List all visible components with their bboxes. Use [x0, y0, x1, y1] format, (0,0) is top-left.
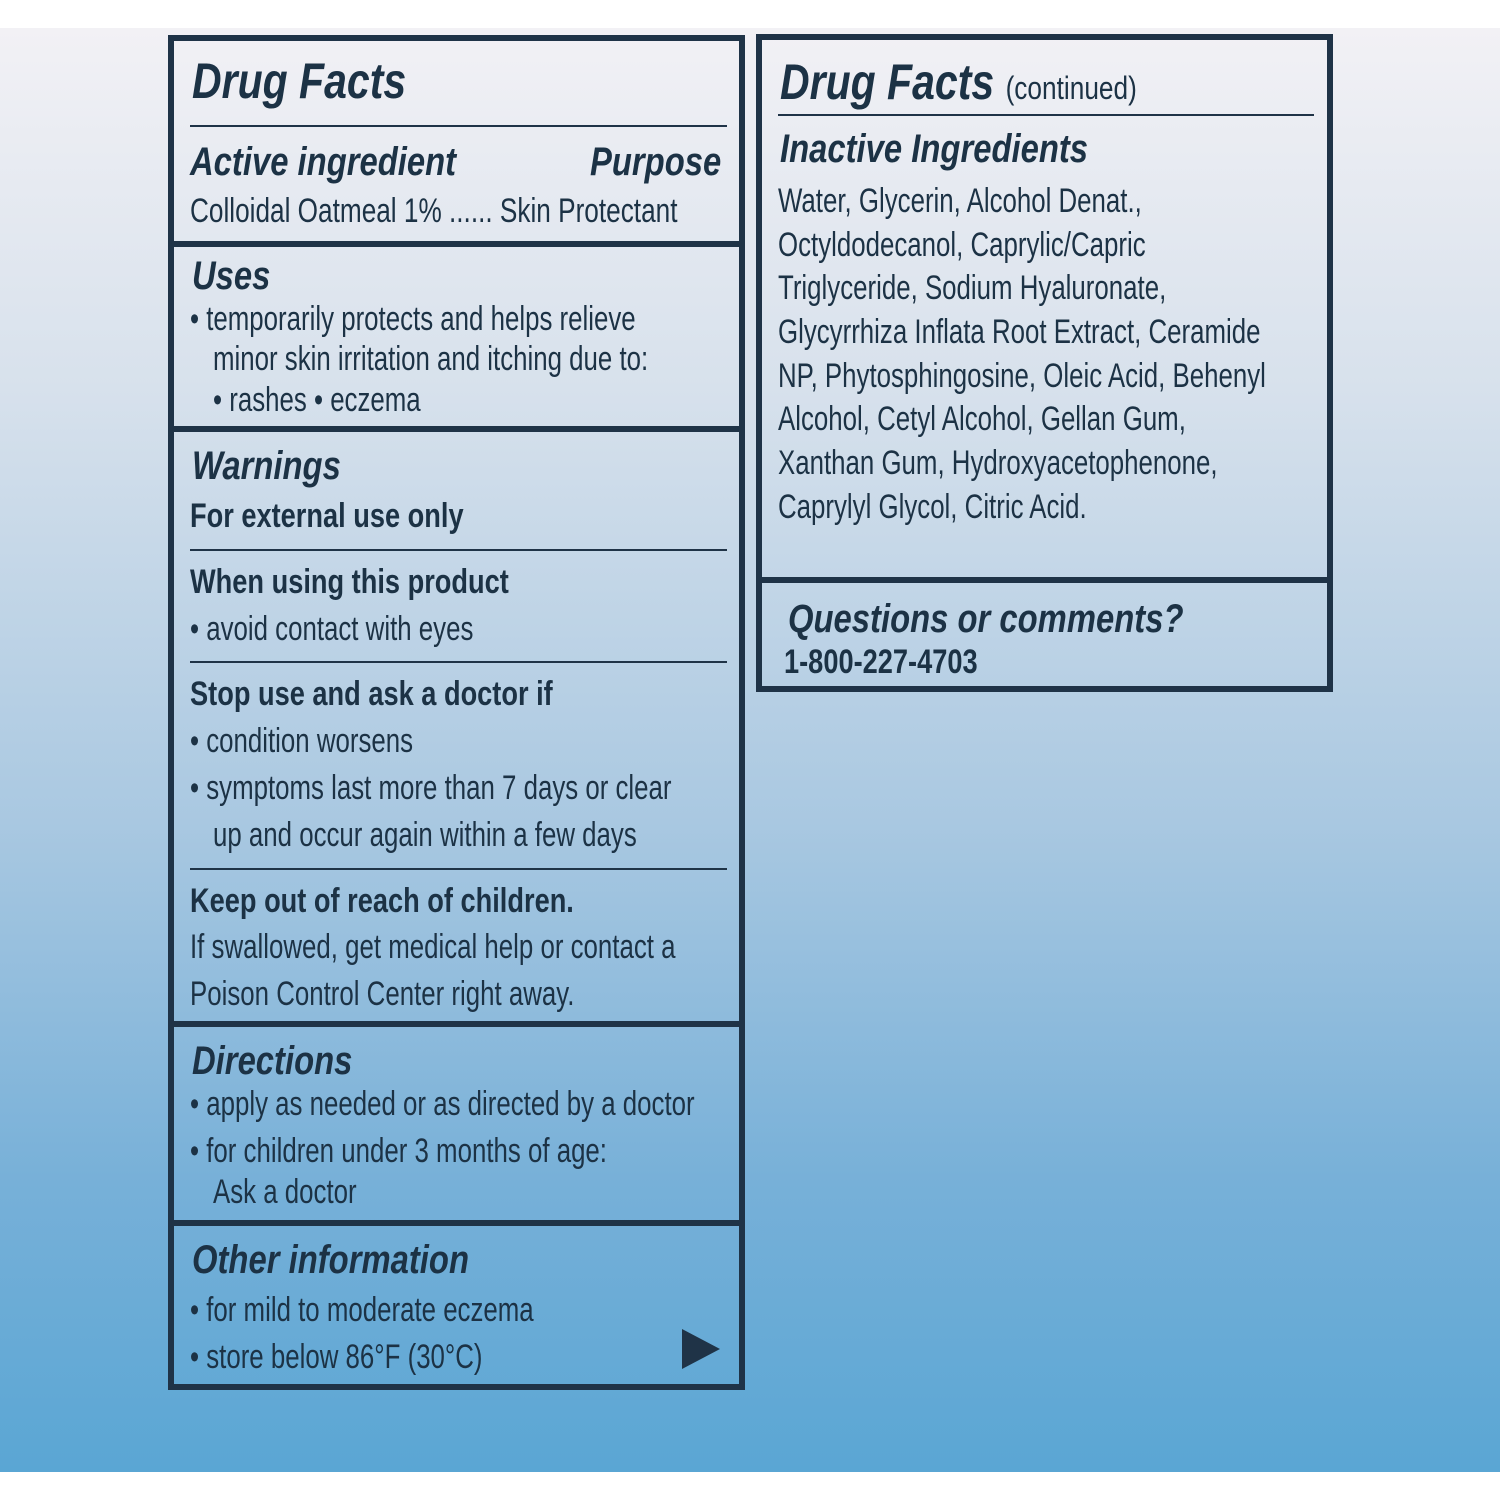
section-divider [762, 577, 1327, 583]
divider [190, 549, 727, 551]
purpose-heading: Purpose [590, 140, 722, 184]
inactive-ingredients-heading: Inactive Ingredients [780, 127, 1089, 171]
stop-use-heading: Stop use and ask a doctor if [190, 675, 553, 713]
play-triangle-icon [682, 1329, 720, 1369]
inactive-ingredients-line: Caprylyl Glycol, Citric Acid. [778, 488, 1087, 526]
uses-line: • rashes • eczema [213, 381, 421, 419]
other-information-line: • for mild to moderate eczema [190, 1291, 534, 1329]
divider [778, 114, 1314, 116]
when-using-line: • avoid contact with eyes [190, 610, 474, 648]
warnings-heading: Warnings [192, 444, 341, 488]
inactive-ingredients-line: NP, Phytosphingosine, Oleic Acid, Behenyl [778, 357, 1266, 395]
directions-heading: Directions [192, 1039, 353, 1083]
inactive-ingredients-line: Triglyceride, Sodium Hyaluronate, [778, 269, 1167, 307]
inactive-ingredients-line: Xanthan Gum, Hydroxyacetophenone, [778, 444, 1218, 482]
keep-out-heading: Keep out of reach of children. [190, 882, 574, 920]
drug-facts-panel [168, 35, 745, 1390]
other-information-line: • store below 86°F (30°C) [190, 1338, 483, 1376]
active-ingredient-line: Colloidal Oatmeal 1% ...... Skin Protectant [190, 192, 678, 230]
section-divider [174, 426, 739, 432]
directions-line: Ask a doctor [213, 1173, 357, 1211]
inactive-ingredients-line: Octyldodecanol, Caprylic/Capric [778, 226, 1146, 264]
directions-line: • apply as needed or as directed by a doctor [190, 1085, 695, 1123]
directions-line: • for children under 3 months of age: [190, 1132, 607, 1170]
uses-line: minor skin irritation and itching due to: [213, 340, 649, 378]
continued-label: (continued) [1005, 70, 1137, 106]
drug-facts-continued-panel [756, 34, 1333, 692]
stop-use-line: • symptoms last more than 7 days or clear [190, 769, 672, 807]
divider [190, 661, 727, 663]
phone-number[interactable]: 1-800-227-4703 [784, 643, 978, 681]
other-information-heading: Other information [192, 1238, 469, 1282]
questions-heading: Questions or comments? [788, 597, 1184, 641]
stop-use-line: up and occur again within a few days [213, 816, 637, 854]
keep-out-line: If swallowed, get medical help or contact a [190, 928, 676, 966]
uses-line: • temporarily protects and helps relieve [190, 300, 636, 338]
keep-out-line: Poison Control Center right away. [190, 975, 575, 1013]
panel-title: Drug Facts [192, 53, 407, 109]
inactive-ingredients-line: Alcohol, Cetyl Alcohol, Gellan Gum, [778, 400, 1186, 438]
section-divider [174, 1220, 739, 1226]
section-divider [174, 241, 739, 247]
divider [190, 125, 727, 127]
divider [190, 868, 727, 870]
section-divider [174, 1021, 739, 1027]
inactive-ingredients-line: Water, Glycerin, Alcohol Denat., [778, 182, 1142, 220]
external-use-text: For external use only [190, 497, 464, 535]
inactive-ingredients-line: Glycyrrhiza Inflata Root Extract, Ceramide [778, 313, 1261, 351]
when-using-heading: When using this product [190, 563, 509, 601]
uses-heading: Uses [192, 254, 271, 298]
stop-use-line: • condition worsens [190, 722, 414, 760]
panel-title: Drug Facts (continued) [780, 54, 1137, 110]
active-ingredient-heading: Active ingredient [190, 140, 457, 184]
